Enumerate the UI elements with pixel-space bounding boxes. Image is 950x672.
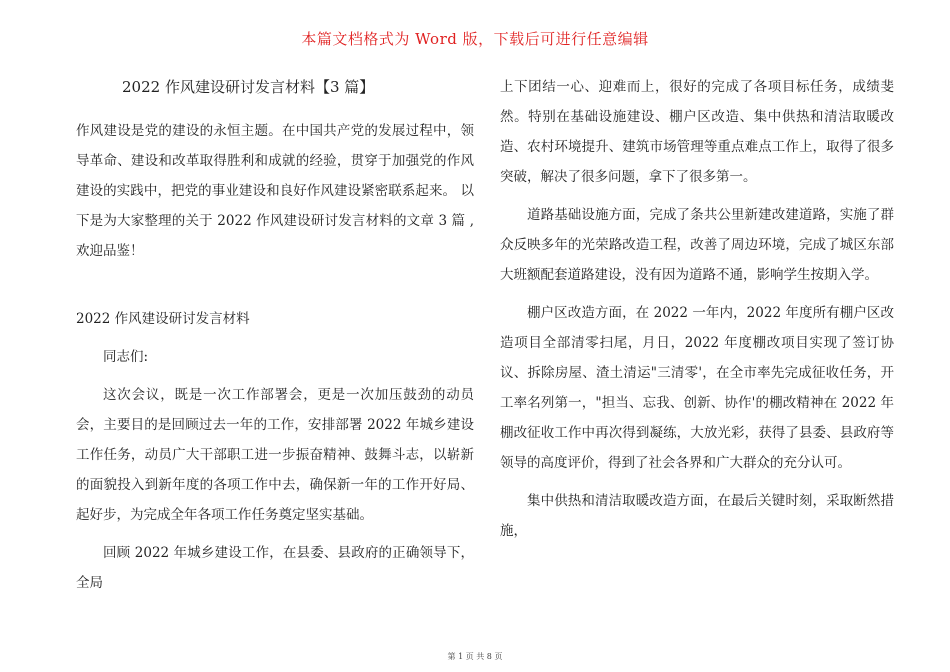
intro-paragraph: 作风建设是党的建设的永恒主题。在中国共产党的发展过程中，领导革命、建设和改革取得胜利和成就的经验，贯穿于加强党的作风建设的实践中，把党的事业建设和良好作风建设紧密联系起来。 以下是为大家整理的关于 2022 作风建设研讨发言材料的文章 3 篇 ,欢迎品鉴！ [76,123,474,259]
download-banner: 本篇文档格式为 Word 版，下载后可进行任意编辑 [301,30,649,48]
right-column [500,72,894,546]
document-title: 2022 作风建设研讨发言材料【3 篇】 [122,78,375,96]
body-paragraph-shantytown: 棚户区改造方面，在 2022 一年内，2022 年度所有棚户区改造项目全部清零扫尾，月日，2022 年度棚改项目实现了签订协议、拆除房屋、渣土清运"三清零'，在全市率先完成征收任务，开工率名列第一，"担当、忘我、创新、协作'的棚改精神在 2022 年棚改征收工作中再次得到凝练，大放光彩，获得了县委、县政府等领导的高度评价，得到了社会各界和广大群众的充分认可。 [500,305,894,471]
body-paragraph-2-start: 回顾 2022 年城乡建设工作，在县委、县政府的正确领导下，全局 [76,545,474,591]
greeting: 同志们: [103,349,149,365]
body-paragraph-heating: 集中供热和清洁取暖改造方面，在最后关键时刻，采取断然措施， [500,493,894,539]
left-column [76,72,474,598]
page-number: 第 1 页 共 8 页 [447,652,503,661]
body-paragraph-1: 这次会议，既是一次工作部署会，更是一次加压鼓劲的动员会，主要目的是回顾过去一年的工作，安排部署 2022 年城乡建设工作任务，动员广大干部职工进一步振奋精神、鼓舞斗志，以崭新的面貌投入到新年度的各项工作中去，确保新一年的工作开好局、起好步，为完成全年各项工作任务奠定坚实基础。 [76,387,474,523]
body-paragraph-roads: 道路基础设施方面，完成了条共公里新建改建道路，实施了群众反映多年的光荣路改造工程，改善了周边环境，完成了城区东部大班额配套道路建设，没有因为道路不通，影响学生按期入学。 [500,207,894,283]
section-heading: 2022 作风建设研讨发言材料 [76,311,250,327]
body-paragraph-2-continued: 上下团结一心、迎难而上，很好的完成了各项目标任务，成绩斐然。特别在基础设施建设、棚户区改造、集中供热和清洁取暖改造、农村环境提升、建筑市场管理等重点难点工作上，取得了很多突破，解决了很多问题，拿下了很多第一。 [500,79,894,185]
